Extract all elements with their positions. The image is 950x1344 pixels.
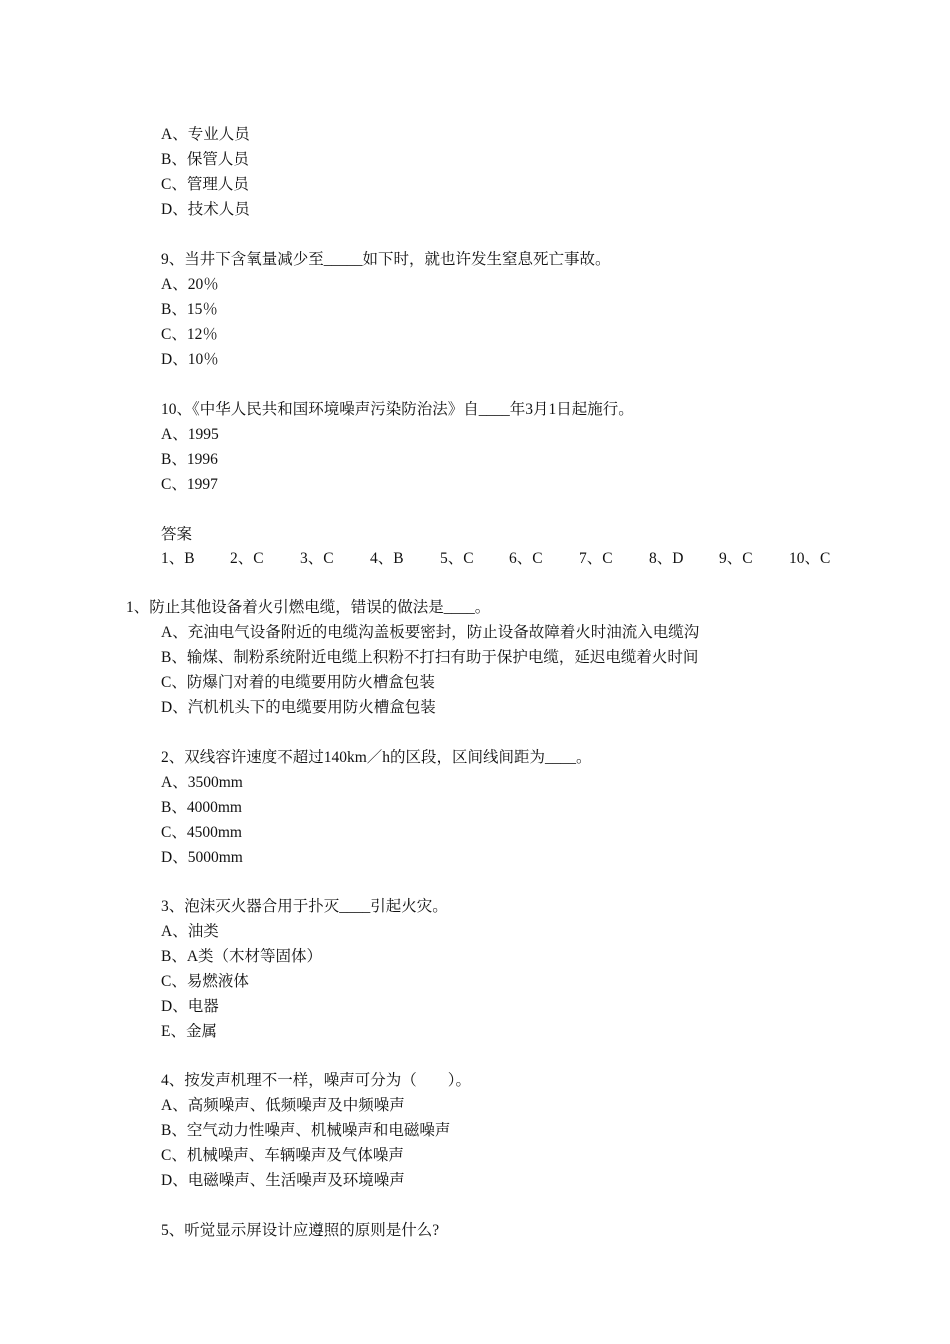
q9-option-c: C、12％ — [161, 326, 218, 343]
s2-question-4: 4、按发声机理不一样，噪声可分为（ ）。 — [161, 1072, 472, 1089]
s2-q3-option-b: B、A类（木材等固体） — [161, 948, 323, 965]
option-d: D、技术人员 — [161, 201, 250, 218]
q9-option-d: D、10％ — [161, 351, 219, 368]
s2-q1-option-b: B、输煤、制粉系统附近电缆上积粉不打扫有助于保护电缆，延迟电缆着火时间 — [161, 649, 699, 666]
s2-question-2: 2、双线容许速度不超过140km／h的区段，区间线间距为____。 — [161, 749, 592, 766]
s2-q4-option-c: C、机械噪声、车辆噪声及气体噪声 — [161, 1147, 404, 1164]
s2-q1-option-d: D、汽机机头下的电缆要用防火槽盒包装 — [161, 699, 436, 716]
question-10: 10、《中华人民共和国环境噪声污染防治法》自____年3月1日起施行。 — [161, 401, 634, 418]
s2-q3-option-d: D、电器 — [161, 998, 219, 1015]
answer-item: 5、C — [440, 550, 474, 567]
q9-option-b: B、15％ — [161, 301, 218, 318]
answer-item: 10、C — [789, 550, 831, 567]
answer-key-title: 答案 — [161, 526, 193, 543]
answer-item: 4、B — [370, 550, 404, 567]
q10-option-c: C、1997 — [161, 476, 218, 493]
s2-q4-option-b: B、空气动力性噪声、机械噪声和电磁噪声 — [161, 1122, 451, 1139]
answer-item: 2、C — [230, 550, 264, 567]
s2-q2-option-c: C、4500mm — [161, 824, 242, 841]
s2-question-5: 5、听觉显示屏设计应遵照的原则是什么? — [161, 1222, 440, 1239]
s2-q2-option-d: D、5000mm — [161, 849, 243, 866]
s2-q3-option-a: A、油类 — [161, 923, 219, 940]
answer-item: 1、B — [161, 550, 195, 567]
s2-q1-option-c: C、防爆门对着的电缆要用防火槽盒包装 — [161, 674, 435, 691]
s2-q3-option-e: E、金属 — [161, 1023, 217, 1040]
s2-q4-option-d: D、电磁噪声、生活噪声及环境噪声 — [161, 1172, 405, 1189]
s2-q1-option-a: A、充油电气设备附近的电缆沟盖板要密封，防止设备故障着火时油流入电缆沟 — [161, 624, 700, 641]
q10-option-a: A、1995 — [161, 426, 219, 443]
q10-option-b: B、1996 — [161, 451, 218, 468]
s2-question-3: 3、泡沫灭火器合用于扑灭____引起火灾。 — [161, 898, 448, 915]
q9-option-a: A、20％ — [161, 276, 219, 293]
option-c: C、管理人员 — [161, 176, 249, 193]
s2-question-1: 1、防止其他设备着火引燃电缆，错误的做法是____。 — [126, 599, 491, 616]
answer-item: 3、C — [300, 550, 334, 567]
s2-q4-option-a: A、高频噪声、低频噪声及中频噪声 — [161, 1097, 405, 1114]
answer-item: 9、C — [719, 550, 753, 567]
answer-item: 7、C — [579, 550, 613, 567]
option-a: A、专业人员 — [161, 126, 250, 143]
option-b: B、保管人员 — [161, 151, 249, 168]
answer-item: 8、D — [649, 550, 684, 567]
answer-key-row — [161, 548, 861, 570]
s2-q3-option-c: C、易燃液体 — [161, 973, 249, 990]
s2-q2-option-b: B、4000mm — [161, 799, 242, 816]
answer-item: 6、C — [509, 550, 543, 567]
question-9: 9、当井下含氧量减少至_____如下时，就也许发生窒息死亡事故。 — [161, 251, 611, 268]
s2-q2-option-a: A、3500mm — [161, 774, 243, 791]
